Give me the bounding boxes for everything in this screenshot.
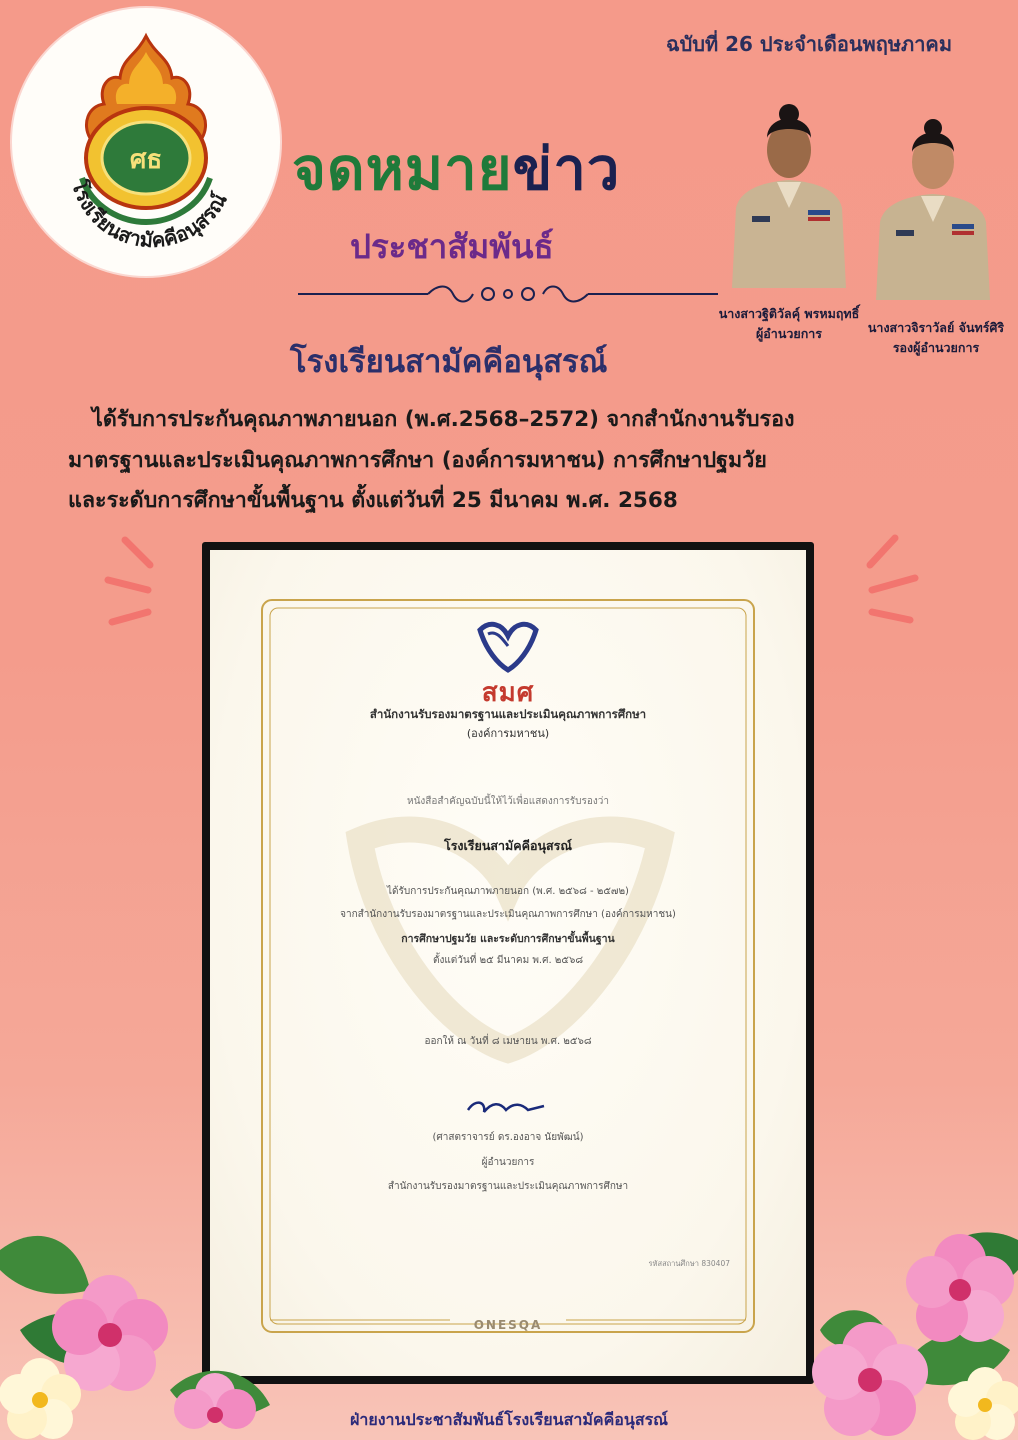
certificate-signer-org: สำนักงานรับรองมาตรฐานและประเมินคุณภาพการศึกษา [387, 1181, 629, 1192]
announcement-line-3: และระดับการศึกษาขั้นพื้นฐาน ตั้งแต่วันที่ 25 มีนาคม พ.ศ. 2568 [68, 488, 678, 513]
certificate-line-3: การศึกษาปฐมวัย และระดับการศึกษาขั้นพื้นฐาน [401, 933, 615, 945]
portrait-director [722, 98, 856, 288]
school-logo [12, 8, 280, 276]
deputy-name: นางสาวจิราวัลย์ จันทร์ศิริ [867, 320, 1005, 335]
school-name-heading: โรงเรียนสามัคคีอนุสรณ์ [290, 344, 608, 380]
director-name: นางสาวฐิติวัลคุ์ พรหมฤทธิ์ [718, 306, 860, 321]
svg-text:ศธ: ศธ [129, 145, 163, 175]
certificate-school: โรงเรียนสามัคคีอนุสรณ์ [444, 838, 572, 853]
announcement-line-2: มาตรฐานและประเมินคุณภาพการศึกษา (องค์การมหาชน) การศึกษาปฐมวัย [68, 448, 767, 473]
flower-decoration-right [760, 1200, 1018, 1440]
certificate-line-4: ตั้งแต่วันที่ ๒๕ มีนาคม พ.ศ. ๒๕๖๘ [432, 955, 584, 966]
title-part-2: ข่าว [512, 135, 621, 203]
certificate-org-sub: (องค์การมหาชน) [466, 727, 550, 740]
newsletter-title [292, 122, 620, 215]
flower-decoration-left [0, 1190, 290, 1440]
director-role: ผู้อำนวยการ [755, 326, 823, 341]
certificate-school-code: รหัสสถานศึกษา 830407 [648, 1259, 730, 1268]
portrait-deputy-director [866, 110, 1000, 300]
certificate-line-1: ได้รับการประกันคุณภาพภายนอก (พ.ศ. ๒๕๖๘ - ๒๕๗๒) [387, 886, 629, 897]
certificate-logo-text: สมศ [481, 678, 535, 708]
certificate-org: สำนักงานรับรองมาตรฐานและประเมินคุณภาพการศึกษา [369, 707, 647, 721]
certificate-signer: (ศาสตราจารย์ ดร.องอาจ นัยพัฒน์) [432, 1132, 584, 1143]
ornamental-divider [298, 282, 718, 306]
certificate-line-2: จากสำนักงานรับรองมาตรฐานและประเมินคุณภาพการศึกษา (องค์การมหาชน) [340, 909, 676, 920]
svg-text:โรงเรียนสามัคคีอนุสรณ์: โรงเรียนสามัคคีอนุสรณ์ [67, 177, 232, 253]
certificate-signer-role: ผู้อำนวยการ [481, 1157, 535, 1168]
announcement-line-1: ได้รับการประกันคุณภาพภายนอก (พ.ศ.2568–2572) จากสำนักงานรับรอง [92, 407, 795, 432]
certificate-intro: หนังสือสำคัญฉบับนี้ให้ไว้เพื่อแสดงการรับรองว่า [406, 796, 609, 807]
deputy-role: รองผู้อำนวยการ [892, 340, 980, 355]
onesqa-logo-icon [480, 624, 536, 670]
footer-credit: ฝ่ายงานประชาสัมพันธ์โรงเรียนสามัคคีอนุสรณ์ [349, 1410, 669, 1429]
certificate-footer-brand: ONESQA [473, 1318, 543, 1332]
newsletter-subtitle: ประชาสัมพันธ์ [350, 227, 554, 266]
title-part-1: จดหมาย [292, 135, 513, 203]
school-emblem-icon [12, 8, 280, 276]
certificate-issued-date: ออกให้ ณ วันที่ ๘ เมษายน พ.ศ. ๒๕๖๘ [424, 1036, 592, 1047]
issue-number: ฉบับที่ 26 ประจำเดือนพฤษภาคม [665, 32, 952, 56]
